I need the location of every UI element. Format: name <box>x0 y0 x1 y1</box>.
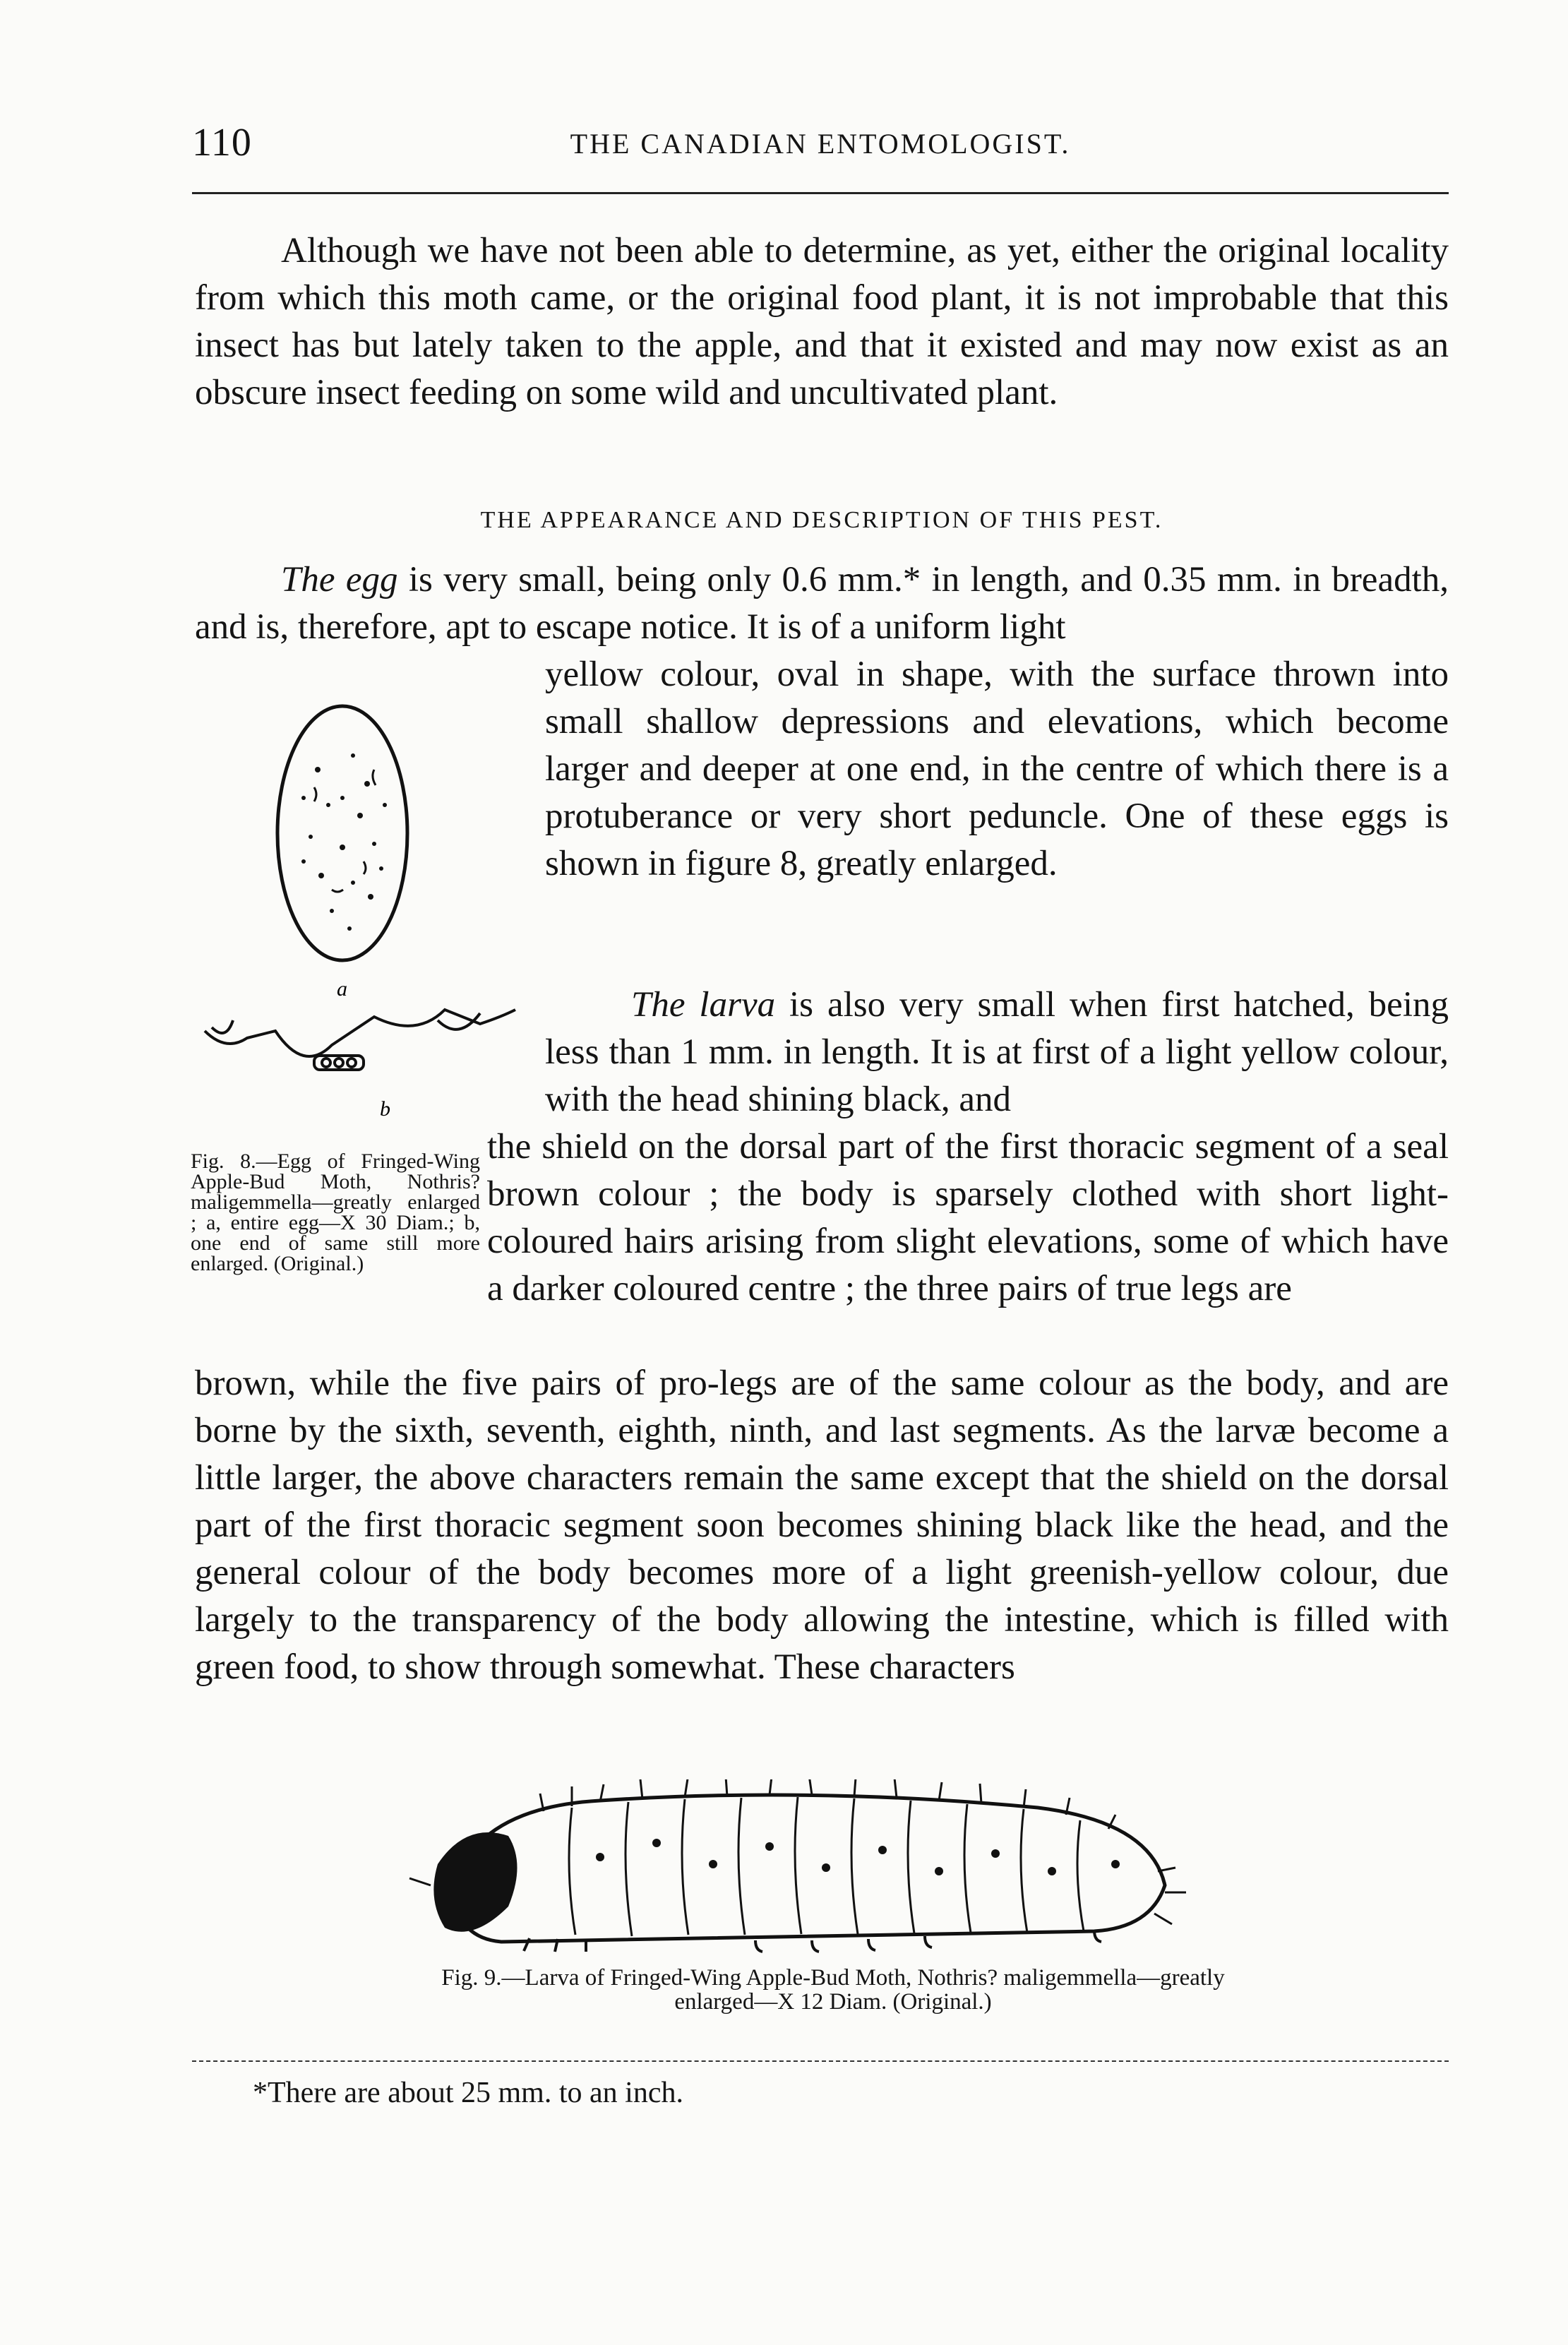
peduncle-detail <box>314 1056 364 1070</box>
figure-8-caption: Fig. 8.—Egg of Fringed-Wing Apple-Bud Moth, Nothris? maligemmella—greatly enlarged ; a, entire egg—X 30 Diam.; b, one end of same still more enlarged. (Original.) <box>191 1150 480 1275</box>
larva-body-outline <box>452 1795 1165 1942</box>
larva-head-icon <box>433 1832 517 1932</box>
footnote: *There are about 25 mm. to an inch. <box>253 2077 683 2109</box>
figure-8-label-a: a <box>337 977 347 1001</box>
egg-outline <box>277 706 407 960</box>
paragraph-larva-continued: brown, while the five pairs of pro-legs are of the same colour as the body, and are borne by the sixth, seventh, eighth, ninth, and last segments. As the larvæ become a little larger, the above characters remain the same except that the shield on the dorsal part of the first thoracic segment soon becomes shining black like the head, and the general colour of the body becomes more of a light greenish-yellow colour, due largely to the transparency of the body allowing the intestine, which is filled with green food, to show through somewhat. These characters <box>195 1364 1449 1687</box>
journal-title: THE CANADIAN ENTOMOLOGIST. <box>570 128 1071 160</box>
page-number: 110 <box>192 121 252 165</box>
larva-intro-text: is also very small when first hatched, being less than 1 mm. in length. It is at first of a light yellow colour, with the head shining black, and <box>545 985 1449 1119</box>
larva-lead: The larva <box>631 985 776 1025</box>
paragraph-larva-intro <box>545 981 1449 1123</box>
egg-lead: The egg <box>281 560 398 599</box>
paragraph-egg-intro <box>195 556 1449 651</box>
egg-end-profile <box>205 1010 515 1056</box>
figure-9-larva-illustration <box>388 1779 1193 1956</box>
paragraph-origin: Although we have not been able to determine, as yet, either the original locality from which this moth came, or the original food plant, it is not improbable that this insect has but lately taken to the apple, and that it existed and may now exist as an obscure insect feeding on some wild and uncultivated plant. <box>195 231 1449 412</box>
larva-spots <box>596 1839 1120 1875</box>
header-rule <box>192 192 1449 194</box>
section-heading: THE APPEARANCE AND DESCRIPTION OF THIS PEST. <box>480 507 1163 533</box>
paragraph-egg-description: yellow colour, oval in shape, with the surface thrown into small shallow depressions and elevations, which become larger and deeper at one end, in the centre of which there is a protuberance or very short peduncle. One of these eggs is shown in figure 8, greatly enlarged. <box>545 655 1449 883</box>
footnote-rule <box>192 2060 1449 2062</box>
paragraph-larva-description: the shield on the dorsal part of the first thoracic segment of a seal brown colour ; the body is sparsely clothed with short light-coloured hairs arising from slight elevations, some of which have a darker coloured centre ; the three pairs of true legs are <box>487 1127 1449 1308</box>
figure-8-egg-illustration <box>191 664 522 1144</box>
figure-8-label-b: b <box>380 1097 390 1121</box>
figure-9-caption: Fig. 9.—Larva of Fringed-Wing Apple-Bud Moth, Nothris? maligemmella—greatly enlarged—X 12 Diam. (Original.) <box>441 1965 1225 2015</box>
running-head <box>192 120 1449 169</box>
egg-surface-texture <box>301 753 387 931</box>
egg-intro-text: is very small, being only 0.6 mm.* in length, and 0.35 mm. in breadth, and is, therefore, apt to escape notice. It is of a uniform light <box>195 560 1449 647</box>
